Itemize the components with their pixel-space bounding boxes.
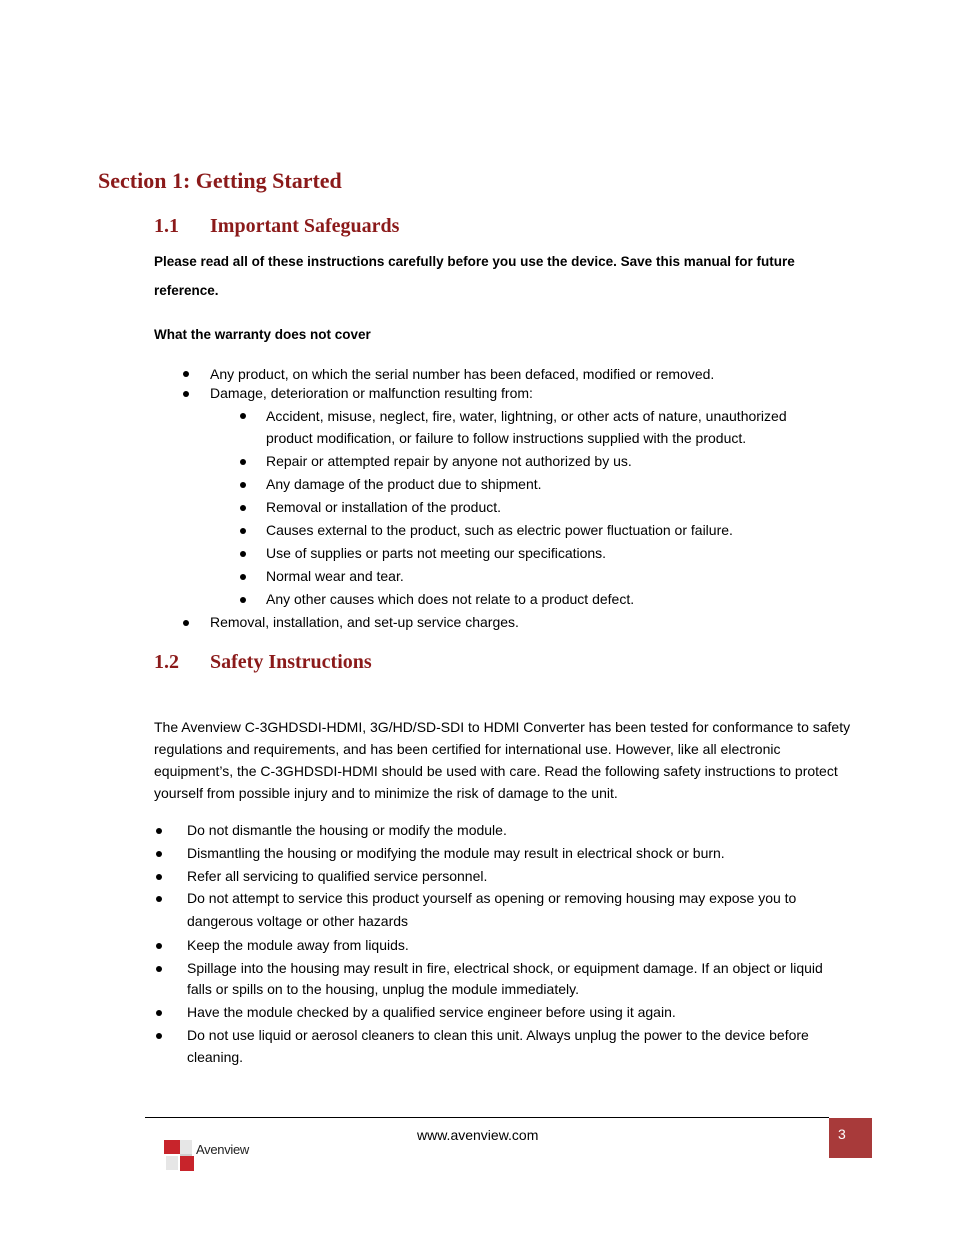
list-item-text: Removal, installation, and set-up service charges. bbox=[210, 614, 519, 630]
list-item-text: Removal or installation of the product. bbox=[266, 499, 502, 515]
bullet-icon bbox=[240, 505, 246, 511]
warranty-heading: What the warranty does not cover bbox=[154, 327, 371, 342]
list-item-text: Damage, deterioration or malfunction resulting from: bbox=[210, 385, 533, 401]
bullet-icon bbox=[240, 528, 246, 534]
bullet-icon bbox=[183, 620, 189, 626]
section-title: Section 1: Getting Started bbox=[98, 168, 342, 193]
list-item-text: Repair or attempted repair by anyone not authorized by us. bbox=[266, 453, 632, 469]
list-item-text: Dismantling the housing or modifying the module may result in electrical shock or burn. bbox=[187, 845, 725, 861]
list-item-text: Use of supplies or parts not meeting our specifications. bbox=[266, 545, 607, 561]
logo-square-icon bbox=[166, 1156, 178, 1170]
bullet-icon bbox=[156, 1010, 162, 1016]
list-item-text: product modification, or failure to follow instructions supplied with the product. bbox=[266, 430, 747, 446]
list-item-text: Do not dismantle the housing or modify the module. bbox=[187, 822, 507, 838]
page-number-box bbox=[829, 1118, 872, 1158]
list-item-text: Any other causes which does not relate to a product defect. bbox=[266, 591, 635, 607]
page-number: 3 bbox=[838, 1126, 846, 1142]
list-item-text: Keep the module away from liquids. bbox=[187, 937, 409, 953]
list-item-text: Causes external to the product, such as electric power fluctuation or failure. bbox=[266, 522, 733, 538]
bullet-icon bbox=[156, 896, 162, 902]
logo-text: Avenview bbox=[196, 1142, 250, 1157]
list-item-text: falls or spills on to the housing, unplug the module immediately. bbox=[187, 981, 579, 997]
list-item-text: Have the module checked by a qualified service engineer before using it again. bbox=[187, 1004, 676, 1020]
list-item-text: Normal wear and tear. bbox=[266, 568, 404, 584]
logo-square-icon bbox=[180, 1156, 194, 1171]
bullet-icon bbox=[240, 551, 246, 557]
bullet-icon bbox=[183, 391, 189, 397]
bullet-icon bbox=[240, 574, 246, 580]
list-item-text: cleaning. bbox=[187, 1049, 244, 1065]
logo-square-icon bbox=[164, 1140, 180, 1154]
bullet-icon bbox=[156, 828, 162, 834]
list-item-text: Do not attempt to service this product yourself as opening or removing housing may expose you to bbox=[187, 890, 797, 906]
subsection-heading-1-2 bbox=[154, 648, 754, 676]
bullet-icon bbox=[156, 874, 162, 880]
subsection-number: 1.1 bbox=[154, 215, 179, 237]
bullet-icon bbox=[156, 851, 162, 857]
subsection-label: Safety Instructions bbox=[210, 651, 372, 673]
list-item-text: Any damage of the product due to shipment. bbox=[266, 476, 542, 492]
avenview-logo bbox=[164, 1138, 264, 1182]
bullet-icon bbox=[240, 413, 246, 419]
bullet-icon bbox=[183, 371, 189, 377]
list-item-text: Refer all servicing to qualified service personnel. bbox=[187, 868, 488, 884]
subsection-heading-1-1 bbox=[154, 212, 754, 240]
bullet-icon bbox=[240, 597, 246, 603]
subsection-number: 1.2 bbox=[154, 651, 179, 673]
safety-paragraph: The Avenview C-3GHDSDI-HDMI, 3G/HD/SD-SDI to HDMI Converter has been tested for conformance to safety regulations and requirements, and has been certified for international use. However, like all electronic equipment’s, the C-3GHDSDI-HDMI should be used with care. Read the following safety instructions to protect yourself from possible injury and to minimize the risk of damage to the unit. bbox=[154, 719, 851, 801]
bullet-icon bbox=[156, 943, 162, 949]
list-item-text: Do not use liquid or aerosol cleaners to clean this unit. Always unplug the power to the device before bbox=[187, 1027, 809, 1043]
subsection-label: Important Safeguards bbox=[210, 215, 400, 237]
bullet-icon bbox=[156, 966, 162, 972]
list-item-text: Spillage into the housing may result in fire, electrical shock, or equipment damage. If an object or liquid bbox=[187, 960, 823, 976]
list-item-text: Accident, misuse, neglect, fire, water, lightning, or other acts of nature, unauthorized bbox=[266, 408, 787, 424]
bullet-icon bbox=[240, 482, 246, 488]
bullet-icon bbox=[156, 1033, 162, 1039]
list-item-text: Any product, on which the serial number has been defaced, modified or removed. bbox=[210, 366, 715, 382]
bullet-icon bbox=[240, 459, 246, 465]
footer-url: www.avenview.com bbox=[417, 1127, 539, 1143]
intro-paragraph: Please read all of these instructions carefully before you use the device. Save this manual for future reference. bbox=[154, 254, 795, 298]
logo-square-icon bbox=[180, 1140, 192, 1154]
footer-divider bbox=[145, 1117, 829, 1118]
list-item-text: dangerous voltage or other hazards bbox=[187, 913, 409, 929]
